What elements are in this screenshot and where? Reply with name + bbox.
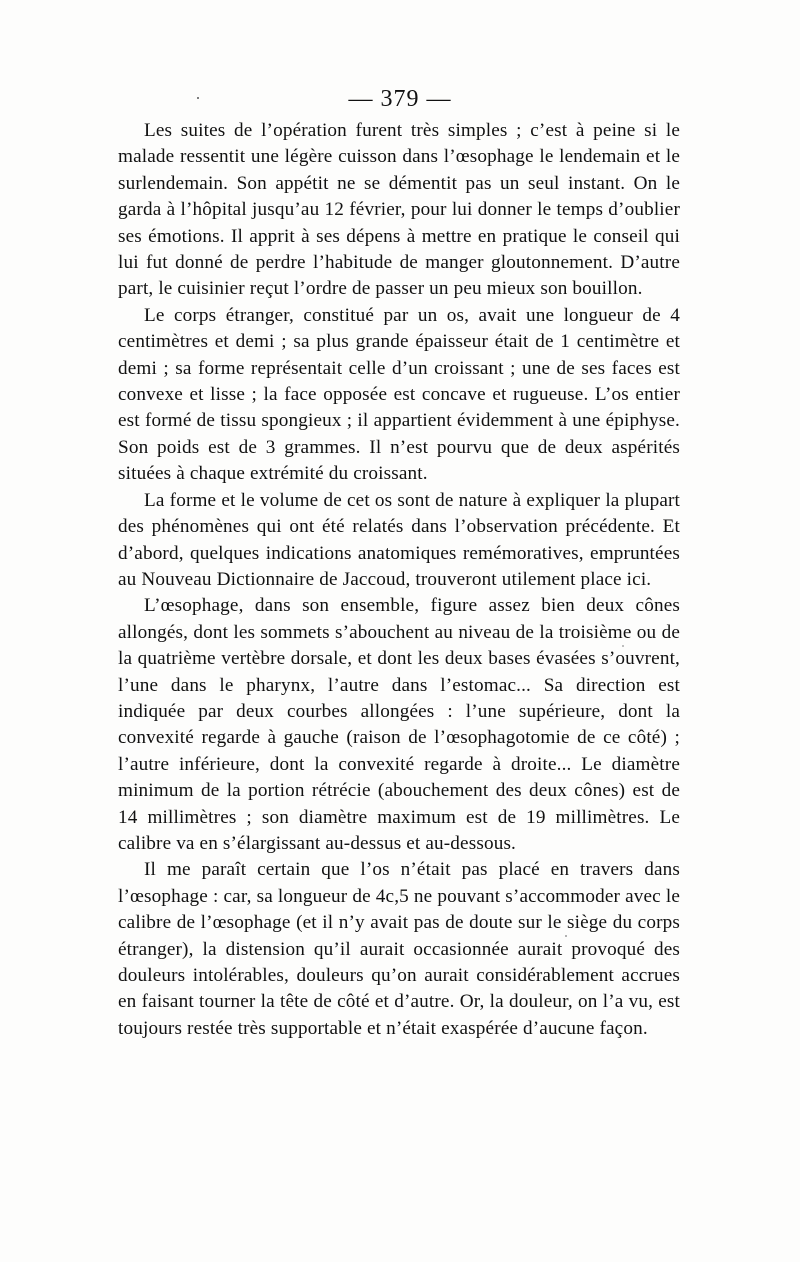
- print-speck: [565, 935, 567, 937]
- page-number: — 379 —: [348, 86, 452, 112]
- paragraph-4: L’œsophage, dans son ensemble, figure assez bien deux cônes allongés, dont les sommets s’abouchent au niveau de la troisième ou de la quatrième vertèbre dorsale, et dont les deux bases évasées s’ouvrent, l’une dans le pharynx, l’autre dans l’estomac... Sa direction est indiquée par deux courbes allongées : l’une supérieure, dont la convexité regarde à gauche (raison de l’œsophagotomie de ce côté) ; l’autre inférieure, dont la convexité regarde à droite... Le diamètre minimum de la portion rétrécie (abouchement des deux cônes) est de 14 millimètres ; son diamètre maximum est de 19 millimètres. Le calibre va en s’élargissant au-dessus et au-dessous.: [118, 595, 680, 854]
- body-text: [118, 118, 680, 1042]
- paragraph-3: La forme et le volume de cet os sont de nature à expliquer la plupart des phénomènes qui ont été relatés dans l’observation précédente. Et d’abord, quelques indications anatomiques remémoratives, empruntées au Nouveau Dictionnaire de Jaccoud, trouveront utilement place ici.: [118, 489, 680, 590]
- print-speck: [197, 97, 199, 99]
- print-speck: [622, 645, 624, 647]
- paragraph-1: Les suites de l’opération furent très simples ; c’est à peine si le malade ressentit une légère cuisson dans l’œsophage le lendemain et le surlendemain. Son appétit ne se démentit pas un seul instant. On le garda à l’hôpital jusqu’au 12 février, pour lui donner le temps d’oublier ses émotions. Il apprit à ses dépens à mettre en pratique le conseil qui lui fut donné de perdre l’habitude de manger gloutonnement. D’autre part, le cuisinier reçut l’ordre de passer un peu mieux son bouillon.: [118, 120, 680, 300]
- paragraph-5: Il me paraît certain que l’os n’était pas placé en travers dans l’œsophage : car, sa longueur de 4c,5 ne pouvant s’accommoder avec le calibre de l’œsophage (et il n’y avait pas de doute sur le siège du corps étranger), la distension qu’il aurait occasionnée aurait provoqué des douleurs intolérables, douleurs qu’on aurait considérablement accrues en faisant tourner la tête de côté et d’autre. Or, la douleur, on l’a vu, est toujours restée très supportable et n’était exaspérée d’aucune façon.: [118, 859, 680, 1039]
- paragraph-2: Le corps étranger, constitué par un os, avait une longueur de 4 centimètres et demi ; sa plus grande épaisseur était de 1 centimètre et demi ; sa forme représentait celle d’un croissant ; une de ses faces est convexe et lisse ; la face opposée est concave et rugueuse. L’os entier est formé de tissu spongieux ; il appartient évidemment à une épiphyse. Son poids est de 3 grammes. Il n’est pourvu que de deux aspérités situées à chaque extrémité du croissant.: [118, 304, 680, 485]
